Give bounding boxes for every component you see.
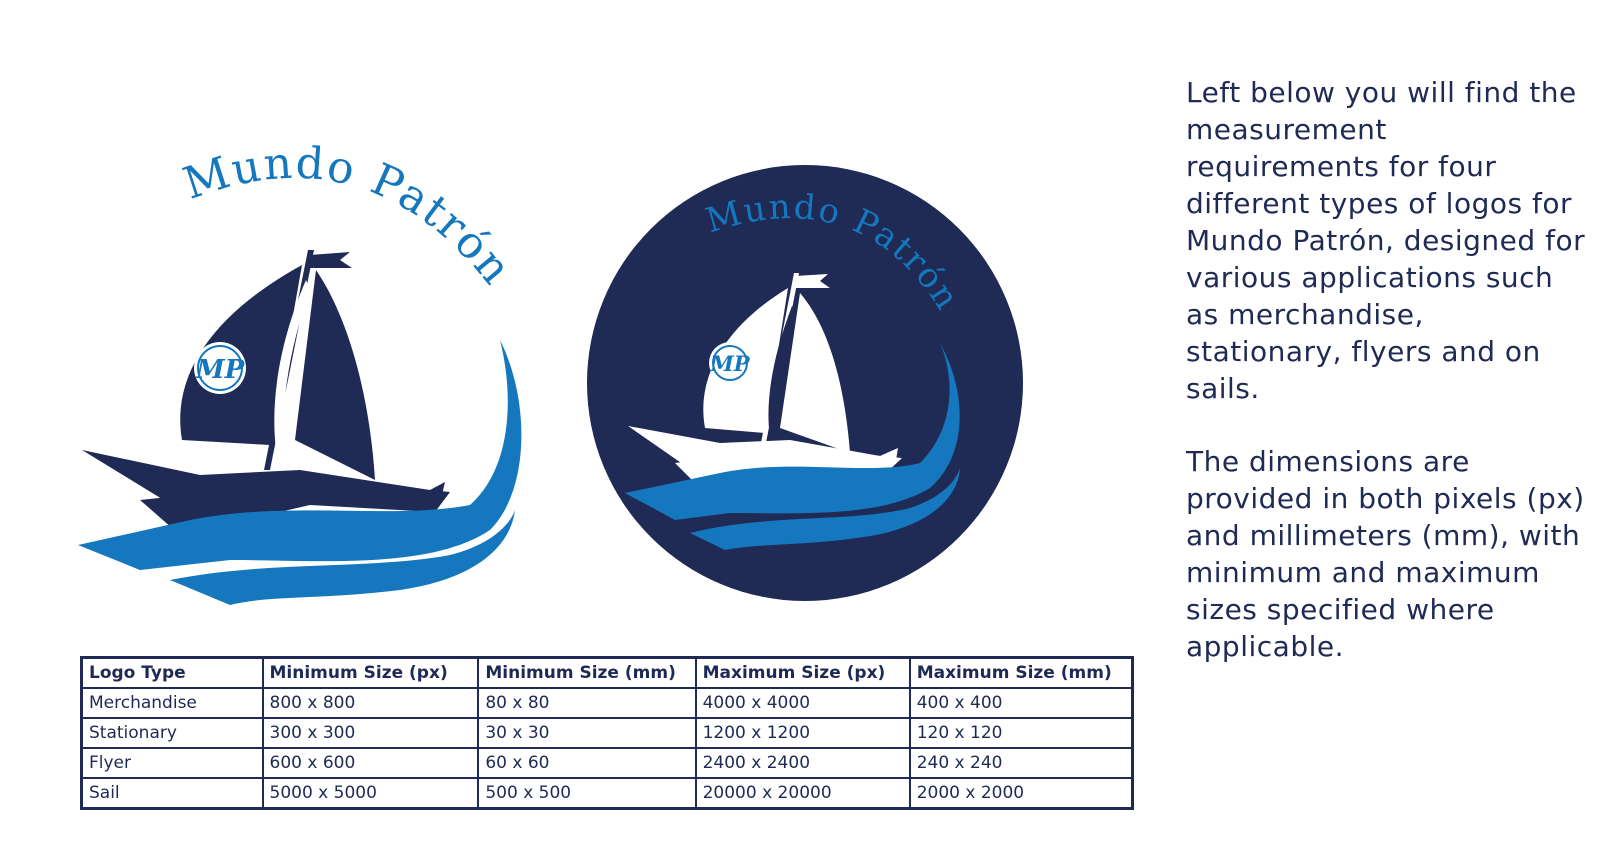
table-cell: Sail [82,778,263,809]
table-cell: 240 x 240 [910,748,1133,778]
table-cell: Merchandise [82,688,263,718]
monogram-text: MP [195,355,245,385]
table-row [82,688,1133,718]
monogram-text-dark: MP [710,351,750,376]
logo-light-version [70,140,550,620]
header-max-mm: Maximum Size (mm) [910,658,1133,689]
header-logo-type: Logo Type [82,658,263,689]
description-panel [1186,74,1586,665]
table-cell: 600 x 600 [263,748,479,778]
sailboat-logo-light [70,140,550,620]
table-cell: 800 x 800 [263,688,479,718]
table-cell: 500 x 500 [478,778,695,809]
sailboat-logo-dark [580,158,1030,608]
table-header-row [82,658,1133,689]
table-row [82,778,1133,809]
table-cell: 80 x 80 [478,688,695,718]
brand-name-text: Mundo Patrón [177,140,523,296]
table-cell: 60 x 60 [478,748,695,778]
table-cell: 2400 x 2400 [696,748,910,778]
logo-dark-version [580,158,1030,608]
table-cell: 400 x 400 [910,688,1133,718]
header-min-px: Minimum Size (px) [263,658,479,689]
table-cell: 4000 x 4000 [696,688,910,718]
table-cell: 2000 x 2000 [910,778,1133,809]
header-min-mm: Minimum Size (mm) [478,658,695,689]
table-cell: 1200 x 1200 [696,718,910,748]
table-cell: 120 x 120 [910,718,1133,748]
logo-size-table [80,656,1134,810]
brand-name-text-dark: Mundo Patrón [701,186,968,319]
table-cell: 5000 x 5000 [263,778,479,809]
description-paragraph-2: The dimensions are provided in both pixels (px) and millimeters (mm), with minimum and maximum sizes specified where applicable. [1186,445,1585,663]
description-paragraph-1: Left below you will find the measurement requirements for four different types of logos for Mundo Patrón, designed for various applications such as merchandise, stationary, flyers and on sails. [1186,76,1586,405]
table-cell: 20000 x 20000 [696,778,910,809]
table-row [82,718,1133,748]
table-cell: 300 x 300 [263,718,479,748]
table-cell: 30 x 30 [478,718,695,748]
table-cell: Stationary [82,718,263,748]
table-row [82,748,1133,778]
table-cell: Flyer [82,748,263,778]
header-max-px: Maximum Size (px) [696,658,910,689]
